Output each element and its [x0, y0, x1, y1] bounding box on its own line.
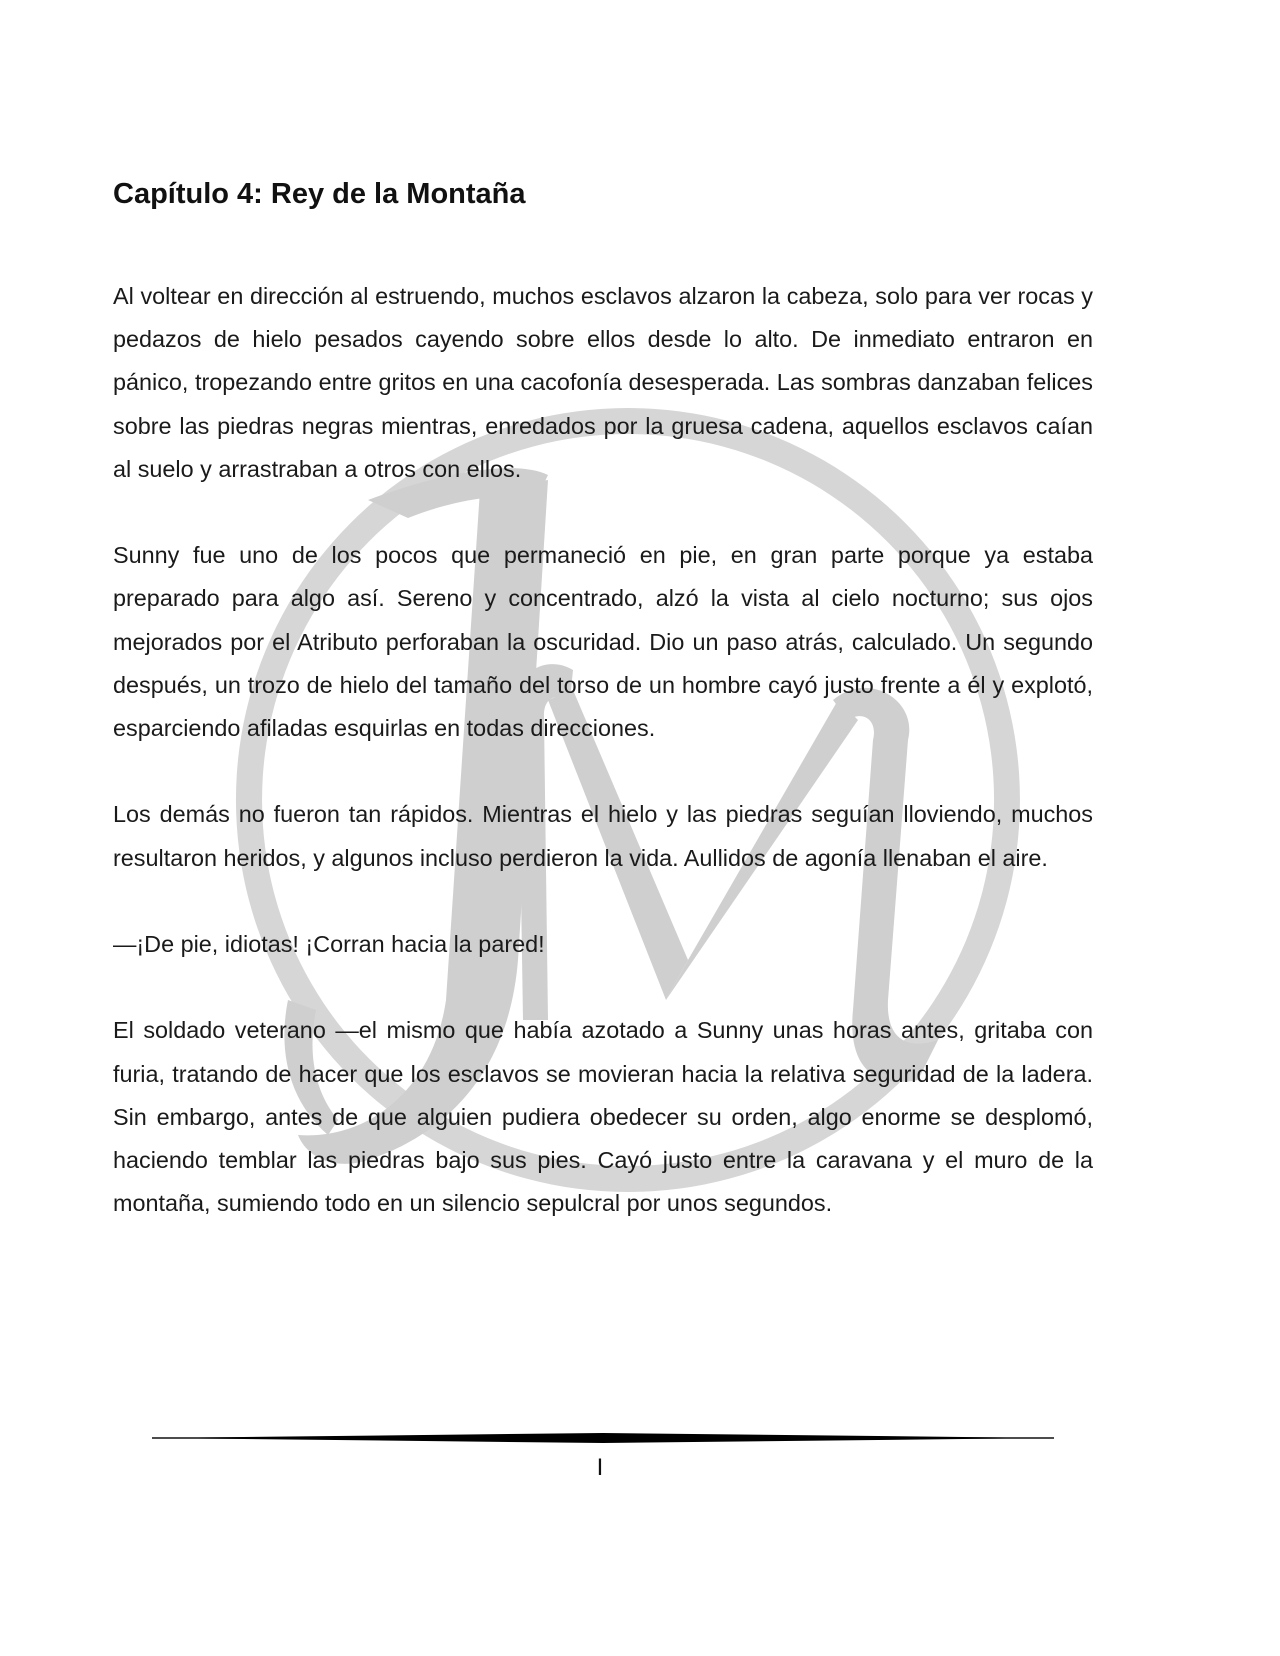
page-content — [113, 150, 1093, 1225]
paragraph: Sunny fue uno de los pocos que permaneció en pie, en gran parte porque ya estaba preparado para algo así. Sereno y concentrado, alzó la vista al cielo nocturno; sus ojos mejorados por el Atributo perforaban la oscuridad. Dio un paso atrás, calculado. Un segundo después, un trozo de hielo del tamaño del torso de un hombre cayó justo frente a él y explotó, esparciendo afiladas esquirlas en todas direcciones. — [113, 542, 1093, 742]
body-text — [113, 275, 1093, 1225]
paragraph: El soldado veterano —el mismo que había azotado a Sunny unas horas antes, gritaba con furia, tratando de hacer que los esclavos se movieran hacia la relativa seguridad de la ladera. Sin embargo, antes de que alguien pudiera obedecer su orden, algo enorme se desplomó, haciendo temblar las piedras bajo sus pies. Cayó justo entre la caravana y el muro de la montaña, sumiendo todo en un silencio sepulcral por unos segundos. — [113, 1017, 1093, 1217]
chapter-title: Capítulo 4: Rey de la Montaña — [113, 178, 526, 210]
paragraph: Al voltear en dirección al estruendo, muchos esclavos alzaron la cabeza, solo para ver rocas y pedazos de hielo pesados cayendo sobre ellos desde lo alto. De inmediato entraron en pánico, tropezando entre gritos en una cacofonía desesperada. Las sombras danzaban felices sobre las piedras negras mientras, enredados por la gruesa cadena, aquellos esclavos caían al suelo y arrastraban a otros con ellos. — [113, 283, 1093, 482]
dialogue-line: —¡De pie, idiotas! ¡Corran hacia la pared! — [113, 931, 545, 957]
footer-divider — [152, 1432, 1054, 1444]
page-number: I — [596, 1454, 604, 1481]
paragraph: Los demás no fueron tan rápidos. Mientras el hielo y las piedras seguían lloviendo, muchos resultaron heridos, y algunos incluso perdieron la vida. Aullidos de agonía llenaban el aire. — [113, 801, 1093, 871]
